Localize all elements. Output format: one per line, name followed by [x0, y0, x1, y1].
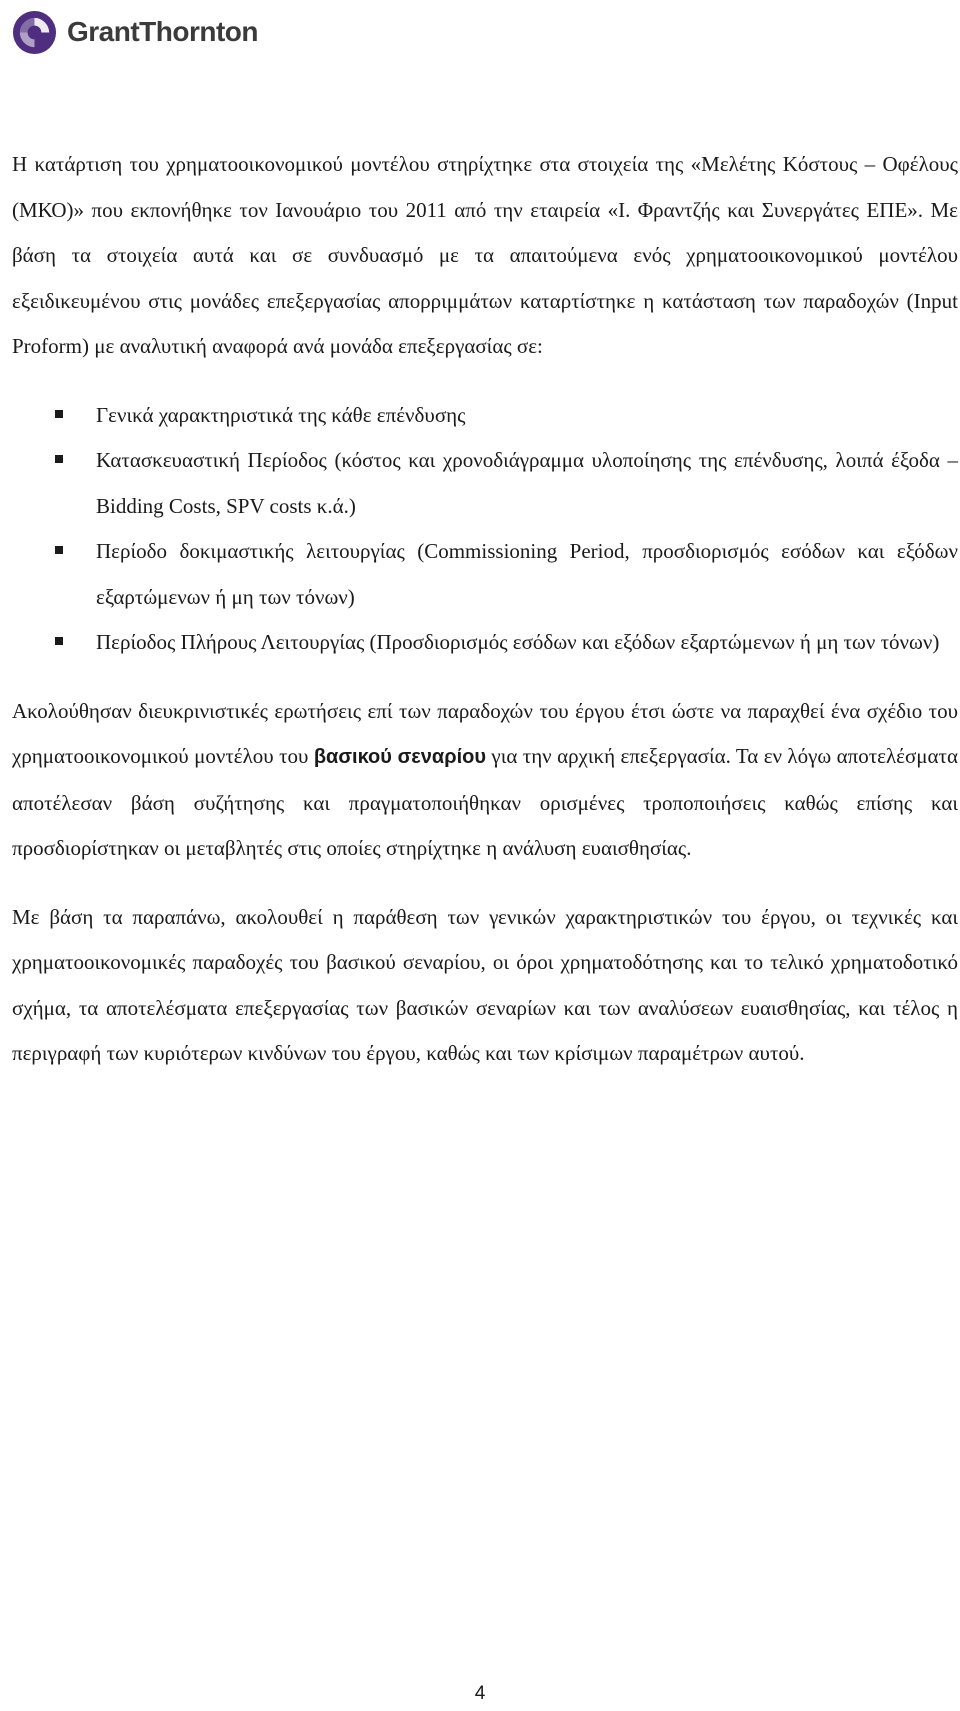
list-item	[96, 393, 958, 439]
base-scenario-term: βασικού σεναρίου	[313, 746, 487, 768]
bullet-square-icon	[55, 637, 63, 645]
paragraph-intro: Η κατάρτιση του χρηματοοικονομικού μοντέλου στηρίχτηκε στα στοιχεία της «Μελέτης Κόστους – Οφέλους (ΜΚΟ)» που εκπονήθηκε τον Ιανουάριο του 2011 από την εταιρεία «Ι. Φραντζής και Συνεργάτες ΕΠΕ». Με βάση τα στοιχεία αυτά και σε συνδυασμό με τα απαιτούμενα ενός χρηματοοικονομικού μοντέλου εξειδικευμένου στις μονάδες επεξεργασίας απορριμμάτων καταρτίστηκε η κατάσταση των παραδοχών (Input Proform) με αναλυτική αναφορά ανά μονάδα επεξεργασίας σε:	[12, 152, 958, 358]
page-number: 4	[474, 1683, 486, 1704]
paragraph-followup-text-start: Ακολούθησαν διευκρινιστικές ερωτήσεις επί των παραδοχών του έργου έτσι ώστε να παραχθεί ένα σχέδιο του χρηματοοικονομικού μοντέλου του	[12, 698, 958, 768]
paragraph-summary: Με βάση τα παραπάνω, ακολουθεί η παράθεση των γενικών χαρακτηριστικών του έργου, οι τεχνικές και χρηματοοικονομικές παραδοχές του βασικού σεναρίου, οι όροι χρηματοδότησης και το τελικό χρηματοδοτικό σχήμα, τα αποτελέσματα επεξεργασίας των βασικών σεναρίων και των αναλύσεων ευαισθησίας, και τέλος η περιγραφή των κυριότερων κινδύνων του έργου, καθώς και των κρίσιμων παραμέτρων αυτού.	[12, 904, 958, 1065]
bullet-square-icon	[55, 455, 63, 463]
document-body	[12, 142, 958, 1077]
bullet-list	[12, 393, 958, 666]
bullet-square-icon	[55, 410, 63, 418]
paragraph-followup	[12, 689, 958, 872]
list-item	[96, 620, 958, 666]
list-item-text: Περίοδο δοκιμαστικής λειτουργίας (Commissioning Period, προσδιορισμός εσόδων και εξόδων εξαρτώμενων ή μη των τόνων)	[96, 539, 958, 609]
list-item-text: Γενικά χαρακτηριστικά της κάθε επένδυσης	[96, 402, 466, 427]
grant-thornton-logo-icon	[12, 10, 57, 55]
header	[12, 8, 258, 56]
list-item	[96, 529, 958, 620]
bullet-square-icon	[55, 546, 63, 554]
list-item	[96, 438, 958, 529]
list-item-text: Περίοδος Πλήρους Λειτουργίας (Προσδιορισμός εσόδων και εξόδων εξαρτώμενων ή μη των τόνων)	[96, 630, 940, 654]
list-item-text: Κατασκευαστική Περίοδος (κόστος και χρονοδιάγραμμα υλοποίησης της επένδυσης, λοιπά έξοδα – Bidding Costs, SPV costs κ.ά.)	[96, 448, 958, 518]
company-logo-text: GrantThornton	[67, 16, 259, 47]
paragraph-followup-text-end: για την αρχική επεξεργασία. Τα εν λόγω αποτελέσματα αποτέλεσαν βάση συζήτησης και πραγματοποιήθηκαν ορισμένες τροποποιήσεις καθώς επίσης και προσδιορίστηκαν οι μεταβλητές στις οποίες στηρίχτηκε η ανάλυση ευαισθησίας.	[12, 744, 959, 860]
